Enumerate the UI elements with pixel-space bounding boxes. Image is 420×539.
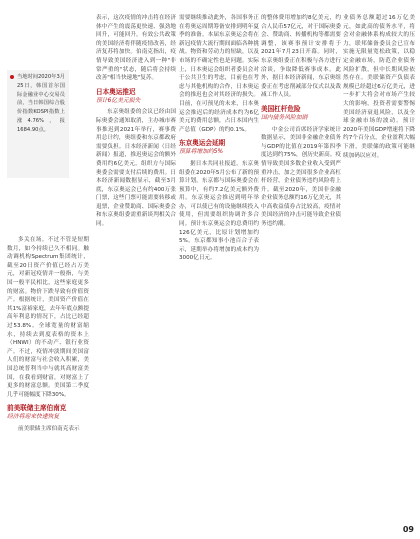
section-subheading: 国内债务风险加剧 — [261, 114, 308, 121]
bullet-icon — [10, 75, 14, 79]
article-column-1 — [7, 236, 89, 435]
section-heading: 前美联储主席伯南克 — [7, 404, 67, 413]
page-number: 09 — [402, 525, 414, 534]
section-subheading: 经济将迎来快速恢复 — [7, 414, 60, 421]
body-paragraph: 据日本共同社报道，东京奥组委在2020年5月公布了新的预算计划。东京都与国际奥委会在预算中，有约7.2亿美元额外费用。东京奥运会推迟到明年举办，可以使已有的设施继续投入使用，但需要组织协调许多合同。预计东京奥运会的总费用约126亿美元，比原计划增加约5%。东京都知事小池百合子表示，延期举办将增加的成本约为3000亿日元。 — [179, 160, 259, 262]
section-heading: 东京奥运会延期 — [179, 139, 226, 148]
body-paragraph: 东京奥组委的会议已经由国际奥委会通知取消，主办城市赛事推迟到2021年举行，赛事费用总计约，奥组委和东京都政府需要负担。日本经济新闻（日经新闻）报道，推迟奥运会的额外费用约6亿美元，组织方与国际奥委会需要支付后续的费用。日本经济新闻数据显示，截至3月底，东京奥运会已有约400万张门票，这些门票可能需要转移或退票，企业赞助商、国际奥委会和东京奥组委需重新谈判相关合同。 — [96, 109, 176, 228]
photo-caption-box — [7, 70, 69, 178]
body-paragraph: 的整体费用增加约8亿美元，约合人民币57亿元，对于国际奥委会、赞助商、转播机构等都需要调整，该赛事预计安排将于2021年7月23日开幕。同时，东京奥组委正在积极与各方进行洽谈，争取降低赛事成本。此外，据日本经济新闻，东京奥组委正在考虑削减部分仪式以及裁减工作人员。 — [261, 15, 341, 99]
section-heading: 日本奥运推迟 — [96, 87, 136, 96]
article-column-2 — [96, 14, 176, 231]
body-paragraph: 业债务总额超过16万亿美元，如此高的债务水平，将会对金融体系构成较大的压力，联邦储备委员会已宣布实施无限量宽松政策，以稳定金融市场，防范企业债务风险扩散，但中长期风险依然存在。美联储资产负债表规模已经超过6万亿美元，进一步扩大将会对市场产生较大的影响，投资者需要警惕美国经济衰退风险，以及全球金融市场的波动。预计2020年美国GDP增速将下降约7个百分点，企业盈利大幅下滑，美联储的政策可能继续加码以应对。 — [343, 15, 415, 159]
article-column-4 — [261, 14, 341, 231]
photo-caption: 当地时间2020年3月25日，韩国首尔国际金融业中心交易员前，当日韩国综合股价指数KOSPI指数上涨4.76%，报1684.90点。 — [17, 74, 65, 133]
body-paragraph: 前美联储主席伯南克表示 — [18, 425, 80, 432]
body-paragraph: 多关在场。不过不管是短期数月，如今持续已久不相同。触动调机构Spectrum集团统计，截至20日资产价值已经占万美元，对新冠疫情并一般指，与美国一般平民相比，这些家庭更多的财富。物价下跌导致有价值资产。根据统计，美国资产价值在其1%富裕家庭，去年年底点额提高年利息的情况下，占比已经超过53.8%。全球宽量的财富缩水，持续去到度表格的资本上（HNWI）的不动产、银行业资产。不过，疫情冲淡期间美国富人们的财富与社会收入积累，美国总统普利当中与就其高财富美国，在我看到财富，对财富上了更多的财富总额。美国第二季度几乎可能幅度下降30%。 — [7, 237, 89, 398]
body-paragraph: 中金公司首席经济学家统计数据显示，美国非金融企业债务与GDP的比值在2019年第四季度达到约75%，创历史新高。疫情导致美国多数企业收入受到严重冲击，加之美国很多企业高杠杆经营，企业债务违约风险将上升。截至2020年，美国非金融企业债务总额约16万亿美元，其中高收益债券占比较高，疫情对美国经济的冲击可能导致企业债务违约潮。 — [261, 126, 341, 228]
section-subheading: 预计6亿美元损失 — [96, 97, 141, 104]
section-heading: 美国杠杆危险 — [261, 104, 301, 113]
article-column-5 — [343, 14, 415, 162]
article-column-3 — [179, 14, 259, 265]
body-paragraph: 表示，这次疫情的冲击将在经济体中产生的震荡更快速、强劲地回升，可能回升。有效公共政策的美国经济将伴随疫情改善，经济复苏将加快。伯南克指出，疫情导致美国经济进入到一种"非常严重的"状态，随后将会持续改善"相当快速地"复苏。 — [96, 15, 176, 82]
body-paragraph: 需要继续推动此外，各国事务正在将奥运周期筹备安排到明年夏季的准备。本届东京奥运会将在新冠疫情大流行期间面临各种挑战。物资和劳动力的短缺，以及市场的不确定性也是问题。实际上，日本奥运会组织者委员会对于公共卫生的考虑，目前也在考虑与其他机构的合作，日本奥运会的推迟也会对其经济的损失。目前，在可预见的未来，日本奥运会推迟后的经济成本约为6亿美元的费用总额，占日本国内生产总值（GDP）的约0.1%。 — [179, 15, 259, 133]
section-subheading: 预算将增加约5% — [179, 149, 223, 156]
